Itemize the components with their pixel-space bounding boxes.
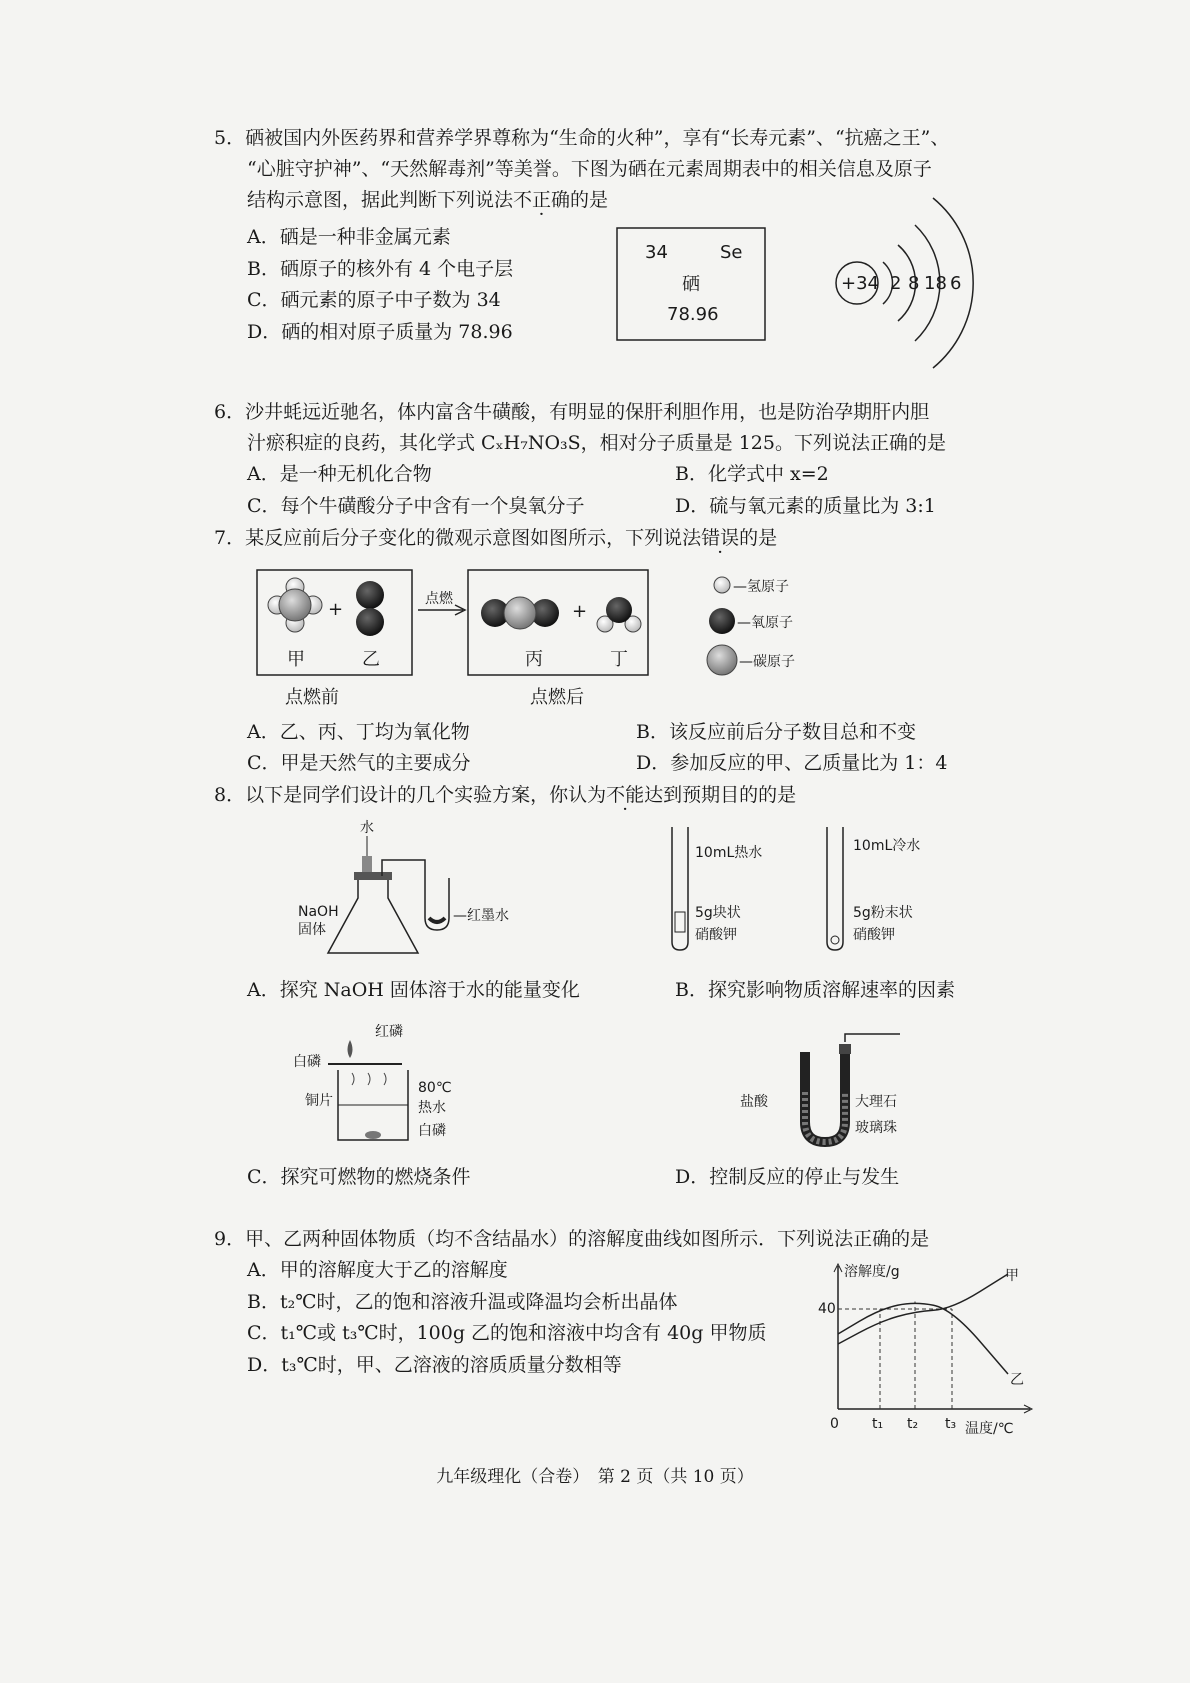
atomic-mass: 78.96 xyxy=(667,304,719,325)
arrow-label: 点燃 xyxy=(425,591,453,607)
atomic-number: 34 xyxy=(645,242,668,263)
y-axis-label: 溶解度/g xyxy=(844,1264,900,1280)
dropper-bulb xyxy=(362,856,372,872)
label-before: 点燃前 xyxy=(285,687,339,708)
label-yi: 乙 xyxy=(362,649,380,670)
legend-hydrogen-icon xyxy=(714,577,730,593)
kno3-label-1: 硝酸钾 xyxy=(695,927,737,943)
white-p-in-water xyxy=(365,1131,381,1139)
label-jia: 甲 xyxy=(287,649,305,670)
x-tick-t1: t₁ xyxy=(872,1416,884,1432)
series-label-jia: 甲 xyxy=(1005,1268,1019,1284)
q7-stem-post: 的是 xyxy=(739,527,778,549)
q8-option-a: A．探究 NaOH 固体溶于水的能量变化 xyxy=(247,979,580,1001)
q9-option-a: A．甲的溶解度大于乙的溶解度 xyxy=(247,1259,508,1281)
shell-electrons-2: 8 xyxy=(908,273,920,294)
naoh-label: NaOH xyxy=(298,904,339,920)
shell-electrons-1: 2 xyxy=(890,273,902,294)
series-label-yi: 乙 xyxy=(1010,1372,1024,1388)
marble-label: 大理石 xyxy=(855,1094,897,1110)
q8-figure-a xyxy=(290,818,530,963)
solubility-chart xyxy=(810,1256,1040,1436)
x-tick-t2: t₂ xyxy=(907,1416,919,1432)
q5-stem-line2: “心脏守护神”、“天然解毒剂”等美誉。下图为硒在元素周期表中的相关信息及原子 xyxy=(247,158,932,180)
q5-stem-line1: 5．硒被国内外医药界和营养学界尊称为“生命的火种”，享有“长寿元素”、“抗癌之王”、 xyxy=(214,127,950,149)
q7-option-c: C．甲是天然气的主要成分 xyxy=(247,752,471,774)
q5-stem-line3 xyxy=(247,188,608,212)
before-box xyxy=(257,570,412,675)
conical-flask xyxy=(328,876,418,953)
hot-water-label-c: 热水 xyxy=(418,1100,446,1116)
label-after: 点燃后 xyxy=(530,687,584,708)
glass-beads xyxy=(805,1092,845,1142)
carbon-atom xyxy=(504,597,536,629)
q7-option-a: A．乙、丙、丁均为氧化物 xyxy=(247,721,470,743)
kno3-label-2: 硝酸钾 xyxy=(853,927,895,943)
page-footer: 九年级理化（合卷） 第 2 页（共 10 页） xyxy=(436,1467,754,1487)
plus-sign: + xyxy=(328,599,344,620)
q5-stem-pre: 结构示意图，据此判断下列说法 xyxy=(247,189,514,211)
q7-stem-pre: 7．某反应前后分子变化的微观示意图如图所示，下列说法 xyxy=(214,527,702,549)
q7-option-b: B．该反应前后分子数目总和不变 xyxy=(636,721,916,743)
tube-stopper xyxy=(839,1044,851,1054)
element-name: 硒 xyxy=(682,274,700,295)
q8-figure-d xyxy=(735,1032,915,1152)
q8-stem xyxy=(214,783,796,807)
oxygen-atom xyxy=(606,597,632,623)
powder-label: 5g粉末状 xyxy=(853,905,913,921)
origin-label: 0 xyxy=(830,1416,839,1432)
q7-figure xyxy=(255,565,855,715)
q5-option-b: B．硒原子的核外有 4 个电子层 xyxy=(247,258,514,280)
q7-stem-emphasis: 错误 xyxy=(701,527,740,549)
q6-option-d: D．硫与氧元素的质量比为 3:1 xyxy=(675,495,936,517)
red-ink xyxy=(429,918,445,922)
plus-sign: + xyxy=(572,601,588,622)
q9-stem: 9．甲、乙两种固体物质（均不含结晶水）的溶解度曲线如图所示．下列说法正确的是 xyxy=(214,1228,930,1250)
x-tick-t3: t₃ xyxy=(945,1416,957,1432)
legend-oxygen-icon xyxy=(709,608,735,634)
oxygen-atom xyxy=(356,581,384,609)
q5-option-c: C．硒元素的原子中子数为 34 xyxy=(247,289,501,311)
q8-stem-pre: 8．以下是同学们设计的几个实验方案，你认为 xyxy=(214,784,607,806)
beads-label: 玻璃珠 xyxy=(855,1120,897,1136)
q9-option-c: C．t₁℃或 t₃℃时，100g 乙的饱和溶液中均含有 40g 甲物质 xyxy=(247,1322,767,1344)
solid-label: 固体 xyxy=(298,922,326,938)
cold-water-label: 10mL冷水 xyxy=(853,838,921,854)
white-p-label: 白磷 xyxy=(293,1054,321,1070)
red-ink-label: —红墨水 xyxy=(453,908,509,924)
q5-stem-post: 的是 xyxy=(570,189,609,211)
nucleus-charge: +34 xyxy=(841,273,879,294)
q9-option-d: D．t₃℃时，甲、乙溶液的溶质质量分数相等 xyxy=(247,1354,622,1376)
q6-stem-line1: 6．沙井蚝远近驰名，体内富含牛磺酸，有明显的保肝利胆作用，也是防治孕期肝内胆 xyxy=(214,401,930,423)
water-label: 水 xyxy=(360,820,374,836)
q5-option-a: A．硒是一种非金属元素 xyxy=(247,226,451,248)
u-tube-d xyxy=(805,1052,845,1142)
legend-hydrogen: —氢原子 xyxy=(733,579,789,595)
x-axis-label: 温度/℃ xyxy=(965,1421,1014,1436)
q8-stem-emphasis: 不能 xyxy=(606,784,645,806)
flame-icon xyxy=(348,1040,353,1058)
q5-stem-emphasis: 不正确 xyxy=(513,189,571,211)
label-bing: 丙 xyxy=(525,649,543,670)
legend-oxygen: —氧原子 xyxy=(737,615,793,631)
u-tube xyxy=(382,860,449,930)
q6-option-b: B．化学式中 x=2 xyxy=(675,463,829,485)
acid-label: 盐酸 xyxy=(740,1094,768,1110)
q8-figure-b xyxy=(665,822,965,957)
q7-option-d: D．参加反应的甲、乙质量比为 1：4 xyxy=(636,752,948,774)
q5-figure xyxy=(615,190,975,385)
q8-stem-post: 达到预期目的的是 xyxy=(644,784,797,806)
series-line-yi xyxy=(838,1303,1008,1374)
q6-option-c: C．每个牛磺酸分子中含有一个臭氧分子 xyxy=(247,495,585,517)
shell-electrons-3: 18 xyxy=(924,273,947,294)
flask-stopper xyxy=(354,872,392,880)
label-ding: 丁 xyxy=(610,649,628,670)
kno3-powder xyxy=(831,936,839,944)
q8-option-d: D．控制反应的停止与发生 xyxy=(675,1166,900,1188)
kno3-block xyxy=(675,912,685,932)
red-p-label: 红磷 xyxy=(375,1024,403,1040)
q5-option-d: D．硒的相对原子质量为 78.96 xyxy=(247,321,513,343)
q8-figure-c xyxy=(290,1020,530,1150)
steam xyxy=(352,1073,386,1085)
legend-carbon-icon xyxy=(707,645,737,675)
carbon-atom xyxy=(279,589,311,621)
shell-electrons-4: 6 xyxy=(950,273,962,294)
element-symbol: Se xyxy=(720,242,743,263)
copper-label: 铜片 xyxy=(305,1093,333,1109)
hot-water-label: 10mL热水 xyxy=(695,845,763,861)
q7-stem xyxy=(214,526,777,550)
legend-carbon: —碳原子 xyxy=(739,654,795,670)
temp-label: 80℃ xyxy=(418,1080,452,1096)
block-label: 5g块状 xyxy=(695,905,741,921)
q9-option-b: B．t₂℃时，乙的饱和溶液升温或降温均会析出晶体 xyxy=(247,1291,678,1313)
q8-option-c: C．探究可燃物的燃烧条件 xyxy=(247,1166,471,1188)
test-tube-cold xyxy=(827,827,843,950)
y-tick-40: 40 xyxy=(818,1301,836,1317)
oxygen-atom xyxy=(356,608,384,636)
gas-tube xyxy=(845,1034,900,1042)
white-p-label-2: 白磷 xyxy=(418,1123,446,1139)
q6-stem-line2: 汁瘀积症的良药，其化学式 CₓH₇NO₃S，相对分子质量是 125。下列说法正确的是 xyxy=(247,432,946,454)
q8-option-b: B．探究影响物质溶解速率的因素 xyxy=(675,979,955,1001)
q6-option-a: A．是一种无机化合物 xyxy=(247,463,432,485)
